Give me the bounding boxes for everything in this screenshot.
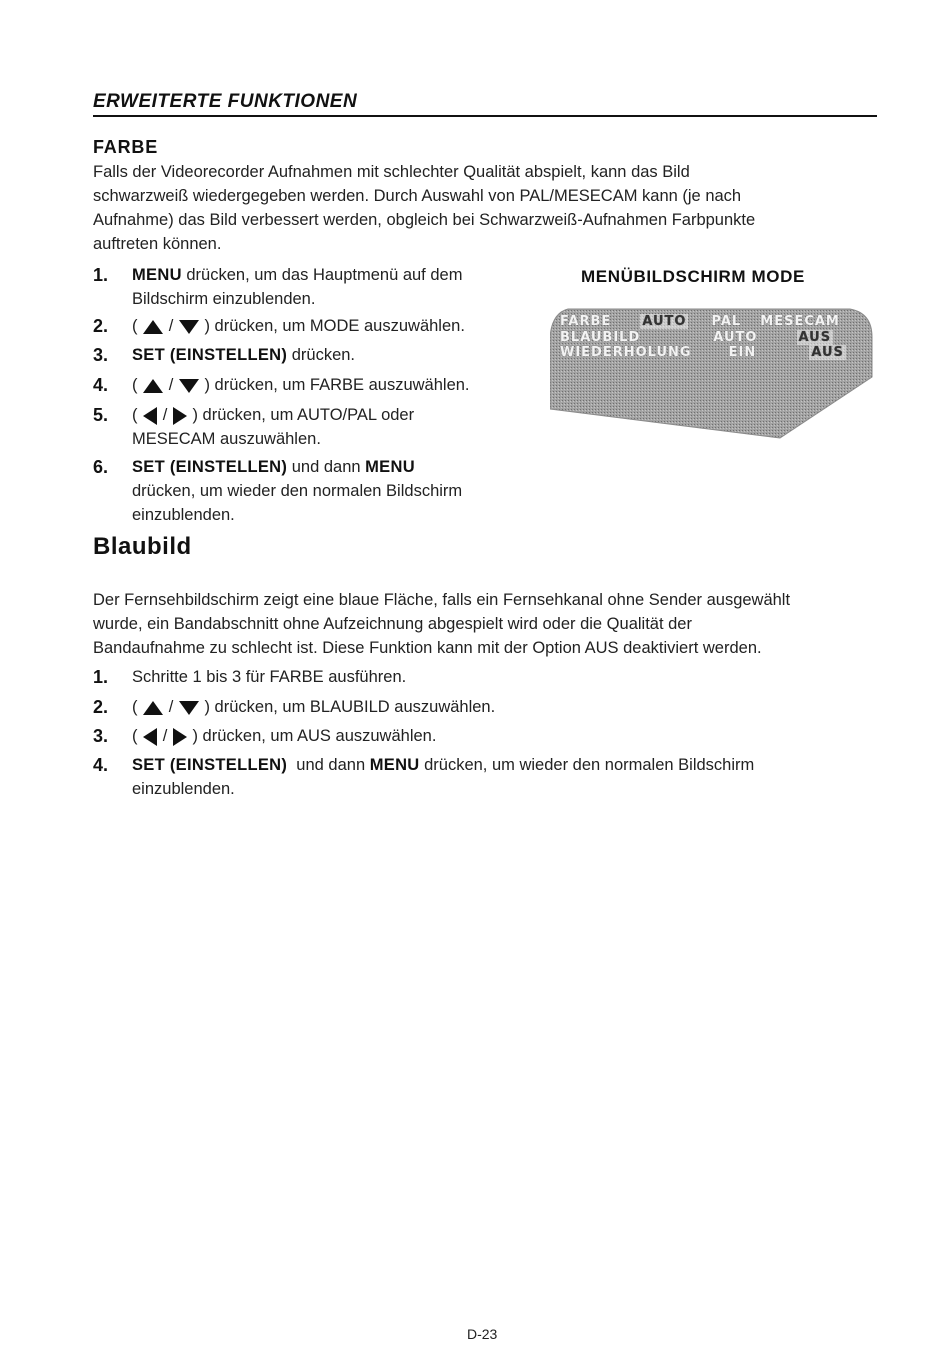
osd-menu-screen — [550, 307, 873, 440]
menu-key-label: MENU — [365, 458, 415, 476]
set-key-label: SET (EINSTELLEN) — [132, 756, 288, 774]
step-text: ) drücken, um AUS auszuwählen. — [192, 727, 437, 745]
osd-value-selected: AUTO — [642, 314, 687, 329]
menu-key-label: MENU — [132, 266, 182, 284]
osd-title: MENÜBILDSCHIRM MODE — [581, 267, 805, 286]
down-arrow-icon — [178, 319, 200, 335]
step-text: ) drücken, um MODE auszuwählen. — [204, 317, 465, 335]
osd-row-blaubild — [560, 330, 833, 345]
page-number: D-23 — [467, 1326, 498, 1342]
farbe-intro-line: schwarzweiß wiedergegeben werden. Durch Auswahl von PAL/MESECAM kann (je nach — [93, 187, 742, 205]
up-arrow-icon — [142, 378, 164, 394]
farbe-intro-line: auftreten können. — [93, 235, 222, 253]
step-number: 5. — [93, 405, 109, 425]
farbe-heading: FARBE — [93, 137, 159, 157]
paren-open: ( — [132, 698, 138, 716]
osd-label: BLAUBILD — [560, 330, 641, 345]
blaubild-intro-line: Der Fernsehbildschirm zeigt eine blaue Fläche, falls ein Fernsehkanal ohne Sender ausgewählt — [93, 591, 791, 609]
menu-key-label: MENU — [369, 756, 420, 774]
section-title: ERWEITERTE FUNKTIONEN — [93, 91, 358, 112]
arrow-separator: / — [168, 317, 174, 335]
step-number: 3. — [93, 726, 109, 746]
step-text-line2: einzublenden. — [132, 780, 235, 798]
step-text-line2: MESECAM auszuwählen. — [132, 430, 321, 448]
step-text-line2: drücken, um wieder den normalen Bildschirm — [132, 482, 463, 500]
right-arrow-icon — [172, 727, 188, 747]
blaubild-intro-line: wurde, ein Bandabschnitt ohne Aufzeichnung abgespielt wird oder die Qualität der — [93, 615, 692, 633]
osd-label: FARBE — [560, 314, 612, 329]
osd-label: WIEDERHOLUNG — [560, 345, 692, 360]
step-number: 1. — [93, 265, 109, 285]
up-arrow-icon — [142, 700, 164, 716]
paren-open: ( — [132, 376, 138, 394]
step-text: und dann — [287, 756, 370, 774]
paren-open: ( — [132, 406, 138, 424]
osd-row-farbe — [560, 314, 840, 329]
osd-row-wiederholung — [560, 345, 846, 360]
step-text-line2: Bildschirm einzublenden. — [132, 290, 316, 308]
step-text: ) drücken, um AUTO/PAL oder — [192, 406, 415, 424]
down-arrow-icon — [178, 700, 200, 716]
step-text: drücken, um das Hauptmenü auf dem — [181, 266, 463, 284]
farbe-intro-line: Aufnahme) das Bild verbessert werden, obgleich bei Schwarzweiß-Aufnahmen Farbpunkte — [93, 211, 756, 229]
osd-value-selected: AUS — [798, 330, 832, 345]
osd-value: PAL — [711, 314, 742, 329]
step-text-cont: drücken, um wieder den normalen Bildschirm — [419, 756, 755, 774]
blaubild-intro — [93, 588, 893, 660]
step-number: 3. — [93, 345, 109, 365]
osd-value: AUTO — [713, 330, 758, 345]
farbe-intro-line: Falls der Videorecorder Aufnahmen mit schlechter Qualität abspielt, kann das Bild — [93, 163, 690, 181]
arrow-separator: / — [162, 727, 168, 745]
step-number: 1. — [93, 667, 109, 687]
osd-value: MESECAM — [760, 314, 840, 329]
osd-value: EIN — [728, 345, 757, 360]
set-key-label: SET (EINSTELLEN) — [132, 346, 288, 364]
step-text: ) drücken, um BLAUBILD auszuwählen. — [204, 698, 496, 716]
left-arrow-icon — [142, 727, 158, 747]
blaubild-heading: Blaubild — [93, 533, 192, 560]
paren-open: ( — [132, 317, 138, 335]
set-key-label: SET (EINSTELLEN) — [132, 458, 288, 476]
step-number: 4. — [93, 755, 109, 775]
step-text-line3: einzublenden. — [132, 506, 235, 524]
arrow-separator: / — [162, 406, 168, 424]
up-arrow-icon — [142, 319, 164, 335]
blaubild-intro-line: Bandaufnahme zu schlecht ist. Diese Funktion kann mit der Option AUS deaktiviert werden. — [93, 639, 762, 657]
arrow-separator: / — [168, 698, 174, 716]
header-rule — [93, 115, 877, 117]
left-arrow-icon — [142, 406, 158, 426]
step-text: Schritte 1 bis 3 für FARBE ausführen. — [132, 668, 407, 686]
step-number: 2. — [93, 316, 109, 336]
right-arrow-icon — [172, 406, 188, 426]
farbe-intro — [93, 160, 883, 256]
step-number: 2. — [93, 697, 109, 717]
down-arrow-icon — [178, 378, 200, 394]
step-text: ) drücken, um FARBE auszuwählen. — [204, 376, 470, 394]
step-text: und dann — [287, 458, 366, 476]
arrow-separator: / — [168, 376, 174, 394]
osd-value-selected: AUS — [811, 345, 844, 360]
step-number: 4. — [93, 375, 109, 395]
paren-open: ( — [132, 727, 138, 745]
step-number: 6. — [93, 457, 109, 477]
step-text: drücken. — [287, 346, 356, 364]
